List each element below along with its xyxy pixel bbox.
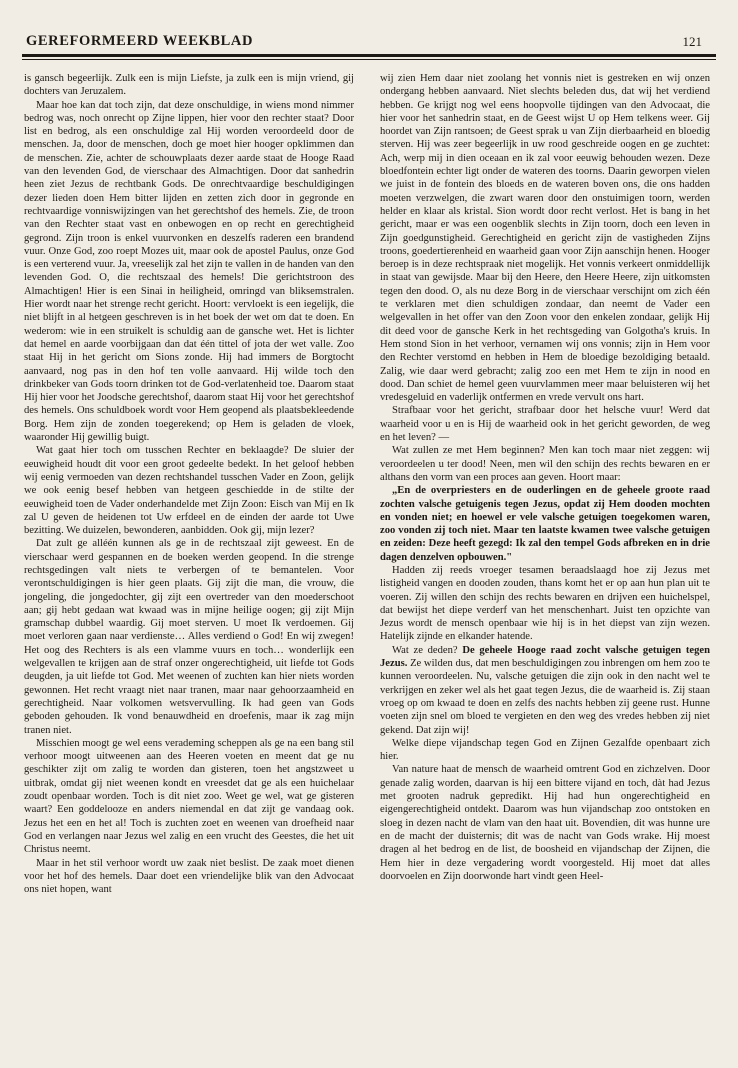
text-columns [22, 72, 716, 1052]
header-rule-thin [22, 59, 716, 60]
paragraph: Wat zullen ze met Hem beginnen? Men kan toch maar niet zeggen: wij veroordeelen u ter dood! Neen, men wil den schijn des rechts bewaren en er althans den vorm van een proces aan geven. Hoort maar: [380, 445, 710, 483]
page-header [22, 28, 716, 50]
paragraph: is gansch begeerlijk. Zulk een is mijn Liefste, ja zulk een is mijn vriend, gij dochters van Jeruzalem. [24, 73, 354, 98]
paragraph: Maar in het stil verhoor wordt uw zaak niet beslist. De zaak moet dienen voor het hof des hemels. Daar doet een vriendelijke blik van den Advocaat ons niet hopen, want [24, 857, 354, 896]
paragraph: Hadden zij reeds vroeger tesamen beraadslaagd hoe zij Jezus met listigheid vangen en dooden zouden, thans komt het er op aan hun plan uit te voeren. Zij willen den schijn des rechts bewaren en drijven een huichelspel, dat bewijst het diepe verderf van het menschenhart. Juist ten opzichte van Jezus wordt de mensch openbaar wie hij is in het diepst van zijn wezen. Hatelijk zijnde en elkander hatende. [380, 564, 710, 643]
page-number: 121 [682, 34, 702, 49]
paragraph: Van nature haat de mensch de waarheid omtrent God en zichzelven. Door genade zalig worden, daarvan is hij een bittere vijand en toch, dàt had Jezus met grooten nadruk gepredikt. Hij had hun ongerechtigheid en eigengerechtigheid ontdekt. Daarom was hun vijandschap zoo ontstoken en sloeg in dezen nacht de vlam van den haat uit. Bovendien, dit was hunne ure en de macht der duisternis; dit was de nacht van Gods wrake. Hij moest dragen al het bedrog en de list, de boosheid en vijandschap der Zijnen, die Hem hier in deze vergadering wordt voorgesteld. Hij moet dat alles doorvoelen en Zijn doorwonde hart vindt geen Heel- [380, 764, 710, 882]
header-rule-thick [22, 54, 716, 57]
left-column [24, 72, 354, 1052]
paragraph: Maar hoe kan dat toch zijn, dat deze onschuldige, in wiens mond nimmer bedrog was, noch onrecht op Zijne lippen, hier voor den rechter staat? Door list en bedrog, als een onschuldige zal Hij worden veroordeeld door de menschen. Ja, door de menschen, doch ge moet hier hooger opklimmen dan de menschen. Zie, achter de schouwplaats dezer aarde staat de Hooge Raad van den levenden God, de vierschaar des Almachtigen. Door dat sanhedrin heen ziet Jezus de rechtbank Gods. De onrechtvaardige beschuldigingen dezer lieden doen Hem bitter lijden en zetten zich door in gegronde en rechtvaardige vonniswijzingen van het gerechtshof des hemels. Zie, de troon van den Rechter staat vast en onbewogen en op recht en gerechtigheid gegrond. Zijn troon is enkel vuurvonken en deszelfs raderen een brandend vuur. Onze God, zoo roept Mozes uit, maar ook de apostel Paulus, onze God is een verterend vuur. Ja, vreeselijk zal het zijn te vallen in de handen van den levenden God. O, die rechtszaal des hemels! Die gerichtstroon des Almachtigen! Hier is een Sinai in heiligheid, omringd van bliksemstralen. Hier wordt naar het strenge recht gericht. Hoort: vervloekt is een iegelijk, die niet blijft in al hetgeen geschreven is in het boek der wet om dat te doen. En wederom: wie in een struikelt is schuldig aan de gansche wet. Het is lichter dat hemel en aarde voorbijgaan dan dat één tittel of jota der wet valle. Zoo staat Hij in het gericht om Sions zonde. Hij had immers de Borgtocht aanvaard, nog pas in den hof ten volle aanvaard. Hij wilde toch den drinkbeker van Gods toorn drinken tot de God-verlatenheid toe. Daarom staat Hij hier voor het Joodsche gerechtshof, daarom staat Hij voor het gerechtshof des hemels. Ons schuldboek wordt voor Hem geopend als plaatsbekleedende Borg. Hem zijn de zonden toegerekend; op Hem is geladen de vloek, waaronder Hij gewillig buigt. [24, 99, 354, 444]
paragraph: Strafbaar voor het gericht, strafbaar door het helsche vuur! Werd dat waarheid voor u en is Hij de waarheid ook in het gericht geworden, de weg en het leven? — [380, 405, 710, 444]
inline-text: Ze wilden dus, dat men beschuldigingen zou inbrengen om hem zoo te kunnen veroordeelen. Nu, valsche getuigen die zijn ook in den nacht wel te verkrijgen en zeker wel als het gaat tegen Jezus, die de waarheid is. Zij staan vroeg op om kwaad te doen en zelfs des nachts hebben zij geene rust. Hunne voeten zijn snel om bloed te vergieten en den weg des vredes hebben zij niet gekend. Dat zijn wij! [380, 658, 710, 736]
paragraph: Dat zult ge alléén kunnen als ge in de rechtszaal zijt geweest. En de vierschaar werd gespannen en de boeken werden geopend. In die strenge rechtsgedingen valt niets te verbergen of te bemantelen. Voor verontschuldigingen is hier geen plaats. Gij zijt die man, die vrouw, die jongeling, die jongedochter, gij zijt een overtreder van den moederschoot aan; gij hebt gedaan wat kwaad was in mijne heilige oogen; gij zijt Mijn gramschap dubbel waardig. Gij moet sterven. U moet Ik verdoemen. Gij moet verloren gaan naar verdienste… Alles verdiend o God! En wij zwegen! Het oog des Rechters is als een vlamme vuurs en toch… wonderlijk een welgevallen te krijgen aan de straf onzer ongerechtigheid, uit liefde tot Gods deugden, ja uit liefde tot God. Met weenen of zuchten kan hier niets worden gewonnen. Het recht vraagt niet naar tranen, maar naar gehoorzaamheid en gerechtigheid. Naar volkomen wetsvervulling. Ik had geen van Gods geboden gehouden. Ik vond benauwdheid en droefenis, maar ik zag mijn tranen niet. [24, 538, 354, 736]
bold-statement: De geheele Hooge raad zocht valsche getuigen tegen Jezus. [380, 644, 710, 670]
scripture-quote: „En de overpriesters en de ouderlingen en de geheele groote raad zochten valsche getuigenis tegen Jezus, opdat zij Hem dooden mochten en vonden niet; en hoewel er vele valsche getuigen toegekomen waren, zoo vonden zij toch niet. Maar ten laatste kwamen twee valsche getuigen en zeiden: Deze heeft gezegd: Ik zal den tempel Gods afbreken en in drie dagen denzelven opbouwen." [380, 485, 710, 563]
paragraph: Wat gaat hier toch om tusschen Rechter en beklaagde? De sluier der eeuwigheid houdt dit voor een groot gedeelte bedekt. In het geloof hebben wij eenig vermoeden van dezen rechtshandel tusschen Vader en Zoon, gelijk we ook eenig besef hebben van hetgeen geschiedde in de stilte der eeuwigheid toen de Vader onderhandelde met Zijn Zoon: Eisch van Mij en Ik zal U geven de heidenen tot Uw erfdeel en de einden der aarde tot Uwe bezitting. We duizelen, bewonderen, aanbidden. Ook gij, mijn lezer? [24, 445, 354, 537]
paragraph [380, 644, 710, 737]
publication-title: GEREFORMEERD WEEKBLAD [26, 33, 254, 49]
paragraph: Welke diepe vijandschap tegen God en Zijnen Gezalfde openbaart zich hier. [380, 737, 710, 763]
paragraph: wij zien Hem daar niet zoolang het vonnis niet is gestreken en wij onzen ondergang hebben aanvaard. Niet slechts beleden dus, dat wij het verdiend hebben. Ge krijgt nog wel eens hoopvolle tijdingen van den Advocaat, die hier voor het sanhedrin staat, en de Geest wijst U op Hem telkens weer. Gij hoordet van Zijn rantsoen; de Geest sprak u van Zijn dierbaarheid en bloedig sterven. Hij was zeer begeerlijk in uw rood geschreide oogen en ge zuchtet: Ach, werp mij in dien oceaan en ik zal voor eeuwig behouden wezen. Deze bloedfontein echter ligt onder de wateren des toorns. Daarin geworpen vielen we juist in de fontein des bloeds en de wateren boven ons, die ons hadden moeten verzwelgen, die zwart waren door den onstuimigen toorn, werden helder en klaar als kristal. Sion wordt door recht verlost. Het is bang in het gericht, maar er was een oogenblik slechts in Zijn toorn, doch een leven in Zijn goedgunstigheid. Gerechtigheid en gericht zijn de vastigheden Zijns troons, goedertierenheid en waarheid gaan voor Zijn aanschijn henen. Hooger beroep is in deze rechtspraak niet mogelijk. Het vonnis verkeert onmiddellijk in staat van gewijsde. Maar bij den Heere, den Heere Heere, zijn uitkomsten tegen den dood. O, als nu deze Borg in de vierschaar verschijnt om zich één te verklaren met dien schuldigen zondaar, dan neemt de Vader een welgevallen in het offer van den Zoon voor den enkelen zondaar, gelijk Hij dit deed voor de gansche Kerk in het rechtsgeding van Golgotha's kruis. In Hem stond Sion in het verhoor, vernamen wij ons vonnis; zijn in Hem voor den Rechter verstomd en hebben in Hem de bloedige bezoldiging betaald. Zalig, wie daar werd gebracht; zalig zoo een met Hem te zijn in nood en dood. Dan schiet de hemel geen vuurvlammen meer maar beluisteren wij het vredesgeluid en vaderlijk ontfermen en vrede vervult ons hart. [380, 73, 710, 404]
right-column [380, 72, 710, 1052]
inline-question: Wat ze deden? [392, 644, 458, 656]
paragraph: Misschien moogt ge wel eens verademing scheppen als ge na een bang stil verhoor moogt uitweenen aan des Heeren voeten en meent dat ge nu geschikter zijt om zalig te worden dan gisteren, toen het angstzweet u uitbrak, omdat gij niet weenen kondt en vreesdet dat ge als een huichelaar zoudt openbaar worden. Toch is dit niet zoo. Weet ge wel, wat ge gisteren waart? Een goddelooze en anders niemendal en dat zijt ge vandaag ook. Jezus het een en het al! Toch is zuchten zoet en weenen van droefheid naar God en verlangen naar Jezus wel zalig en een vrucht des Geestes, die het uit Christus neemt. [24, 737, 354, 856]
